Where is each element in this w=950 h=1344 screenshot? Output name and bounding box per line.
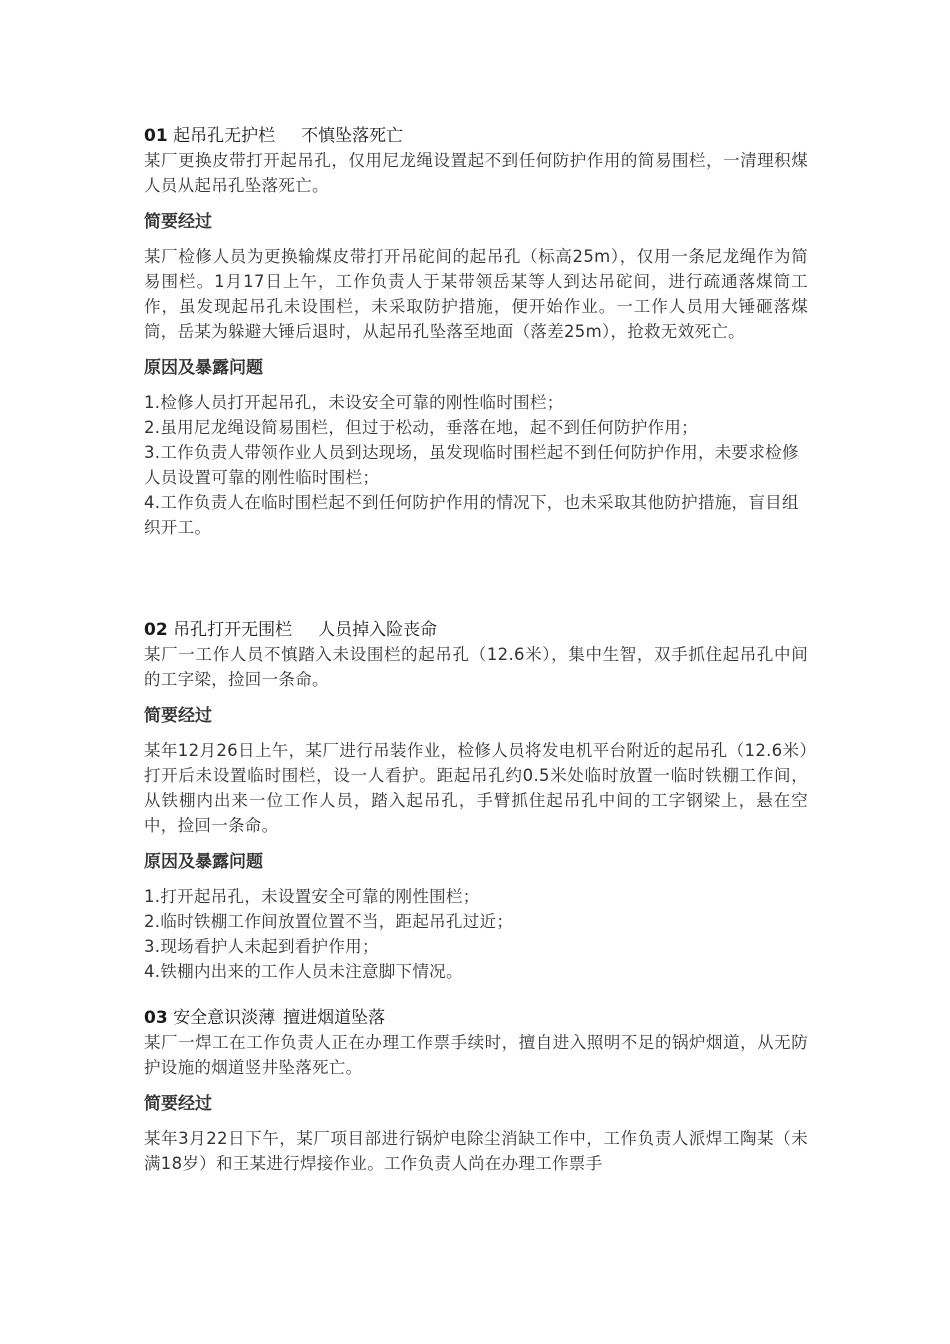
section-title-part-a: 吊孔打开无围栏 xyxy=(173,620,293,640)
section-title-part-b: 不慎坠落死亡 xyxy=(301,126,404,146)
case-section-02 xyxy=(144,618,808,984)
causes-heading: 原因及暴露问题 xyxy=(144,852,263,872)
section-title-part-a: 安全意识淡薄 xyxy=(173,1008,276,1028)
process-text: 某年12月26日上午，某厂进行吊装作业，检修人员将发电机平台附近的起吊孔（12.6米）打开后未设置临时围栏，设一人看护。距起吊孔约0.5米处临时放置一临时铁棚工作间，从铁棚内出来一位工作人员，踏入起吊孔，手臂抓住起吊孔中间的工字钢梁上，悬在空中，捡回一条命。 xyxy=(144,741,808,835)
section-title xyxy=(144,618,808,642)
cause-item: 2.临时铁棚工作间放置位置不当，距起吊孔过近； xyxy=(144,912,514,931)
causes-list xyxy=(144,390,808,540)
process-heading: 简要经过 xyxy=(144,212,212,232)
cause-item: 3.现场看护人未起到看护作用； xyxy=(144,937,379,956)
section-title xyxy=(144,124,808,148)
causes-heading: 原因及暴露问题 xyxy=(144,358,263,378)
cause-item: 4.铁棚内出来的工作人员未注意脚下情况。 xyxy=(144,962,463,981)
section-number: 03 xyxy=(144,1008,168,1028)
section-title-part-b: 擅进烟道坠落 xyxy=(283,1008,386,1028)
case-section-01 xyxy=(144,124,808,540)
process-heading: 简要经过 xyxy=(144,706,212,726)
section-title-part-a: 起吊孔无护栏 xyxy=(173,126,276,146)
cause-item: 1.检修人员打开起吊孔，未设安全可靠的刚性临时围栏； xyxy=(144,393,564,412)
section-number: 01 xyxy=(144,126,168,146)
cause-item: 1.打开起吊孔，未设置安全可靠的刚性围栏； xyxy=(144,887,480,906)
process-text: 某年3月22日下午，某厂项目部进行锅炉电除尘消缺工作中，工作负责人派焊工陶某（未满18岁）和王某进行焊接作业。工作负责人尚在办理工作票手 xyxy=(144,1129,808,1173)
process-text: 某厂检修人员为更换输煤皮带打开吊砣间的起吊孔（标高25m），仅用一条尼龙绳作为简易围栏。1月17日上午，工作负责人于某带领岳某等人到达吊砣间，进行疏通落煤筒工作，虽发现起吊孔未设围栏，未采取防护措施，便开始作业。一工作人员用大锤砸落煤筒，岳某为躲避大锤后退时，从起吊孔坠落至地面（落差25m），抢救无效死亡。 xyxy=(144,247,808,341)
cause-item: 4.工作负责人在临时围栏起不到任何防护作用的情况下，也未采取其他防护措施，盲目组织开工。 xyxy=(144,493,799,537)
section-number: 02 xyxy=(144,620,168,640)
cause-item: 2.虽用尼龙绳设简易围栏，但过于松动，垂落在地，起不到任何防护作用； xyxy=(144,418,698,437)
section-summary: 某厂一工作人员不慎踏入未设围栏的起吊孔（12.6米），集中生智，双手抓住起吊孔中间的工字梁，捡回一条命。 xyxy=(144,645,808,689)
case-section-03 xyxy=(144,1006,808,1176)
cause-item: 3.工作负责人带领作业人员到达现场，虽发现临时围栏起不到任何防护作用，未要求检修人员设置可靠的刚性临时围栏； xyxy=(144,443,799,487)
document-page xyxy=(144,124,808,1176)
section-summary: 某厂一焊工在工作负责人正在办理工作票手续时，擅自进入照明不足的锅炉烟道，从无防护设施的烟道竖井坠落死亡。 xyxy=(144,1033,808,1077)
section-title-part-b: 人员掉入险丧命 xyxy=(318,620,438,640)
section-title xyxy=(144,1006,808,1030)
section-summary: 某厂更换皮带打开起吊孔，仅用尼龙绳设置起不到任何防护作用的简易围栏，一清理积煤人员从起吊孔坠落死亡。 xyxy=(144,151,808,195)
causes-list xyxy=(144,884,808,984)
process-heading: 简要经过 xyxy=(144,1094,212,1114)
